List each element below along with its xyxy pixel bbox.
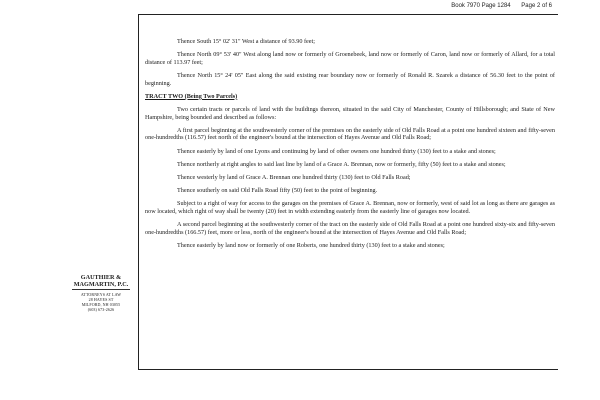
firm-detail: 28 HAYES ST	[88, 297, 114, 302]
bottom-rule	[138, 369, 558, 370]
paragraph: Two certain tracts or parcels of land with the buildings thereon, situated in the said City of Manchester, County of Hillsborough; and State of New Hampshire, being bounded and described as follows:	[145, 105, 555, 121]
firm-name-line1: GAUTHIER &	[80, 274, 122, 281]
paragraph: Thence northerly at right angles to said last line by land of a Grace A. Brennan, now or formerly, fifty (50) feet to a stake and stones;	[177, 160, 506, 168]
page-header	[442, 3, 552, 9]
top-rule	[138, 14, 558, 15]
paragraph: Thence South 15° 02' 31" West a distance of 93.90 feet;	[177, 38, 315, 45]
paragraph: Thence easterly by land now or formerly of one Roberts, one hundred thirty (130) feet to a stake and stones;	[177, 241, 445, 249]
book-page-ref: Book 7970 Page 1284	[451, 3, 511, 9]
firm-name-line2: MAGMARTIN, P.C.	[73, 281, 129, 288]
firm-detail: MILFORD, NH 03055	[81, 302, 121, 307]
paragraph: Thence North 15° 24' 05" East along the said existing rear boundary now or formerly of Ronald R. Szarek a distance of 56.30 feet to the point of beginning.	[145, 71, 555, 87]
paragraph: Subject to a right of way for access to the garages on the premises of Grace A. Brennan, now or formerly, west of said lot as long as there are garages as now located, which right of way shall be twenty (20) feet in width extending easterly from the easterly line of garages now located.	[145, 200, 555, 215]
margin-rule	[138, 14, 139, 369]
paragraph: A first parcel beginning at the southwesterly corner of the premises on the easterly side of Old Falls Road at a point one hundred sixteen and fifty-seven one-hundredths (116.57) feet north of the engineer's bound at the intersection of Hayes Avenue and Old Falls Road;	[145, 126, 555, 142]
firm-divider	[72, 289, 130, 290]
paragraph: A second parcel beginning at the southwesterly corner of the tract on the easterly side of Old Falls Road at a point one hundred sixty-six and fifty-seven one-hundredths (166.57) feet, more or less, north of the engineer's bound at the intersection of Hayes Avenue and Old Falls Road;	[145, 221, 555, 236]
paragraph: Thence westerly by land of Grace A. Brennan one hundred thirty (130) feet to Old Falls Road;	[177, 173, 411, 181]
firm-detail: ATTORNEYS AT LAW	[80, 292, 122, 297]
law-firm-block	[66, 274, 136, 312]
page-number: Page 2 of 6	[521, 3, 552, 9]
deed-text	[145, 38, 555, 255]
paragraph: Thence North 09° 53' 40" West along land now or formerly of Groenebeek, land now or formerly of Caron, land now or formerly of Allard, for a total distance of 113.97 feet;	[145, 51, 555, 66]
paragraph: Thence southerly on said Old Falls Road fifty (50) feet to the point of beginning.	[177, 187, 378, 195]
firm-detail: (603) 673-2626	[87, 307, 115, 312]
tract-two-heading: TRACT TWO (Being Two Parcels)	[145, 92, 238, 100]
paragraph: Thence easterly by land of one Lyons and continuing by land of other owners one hundred thirty (130) feet to a stake and stones;	[177, 147, 496, 155]
